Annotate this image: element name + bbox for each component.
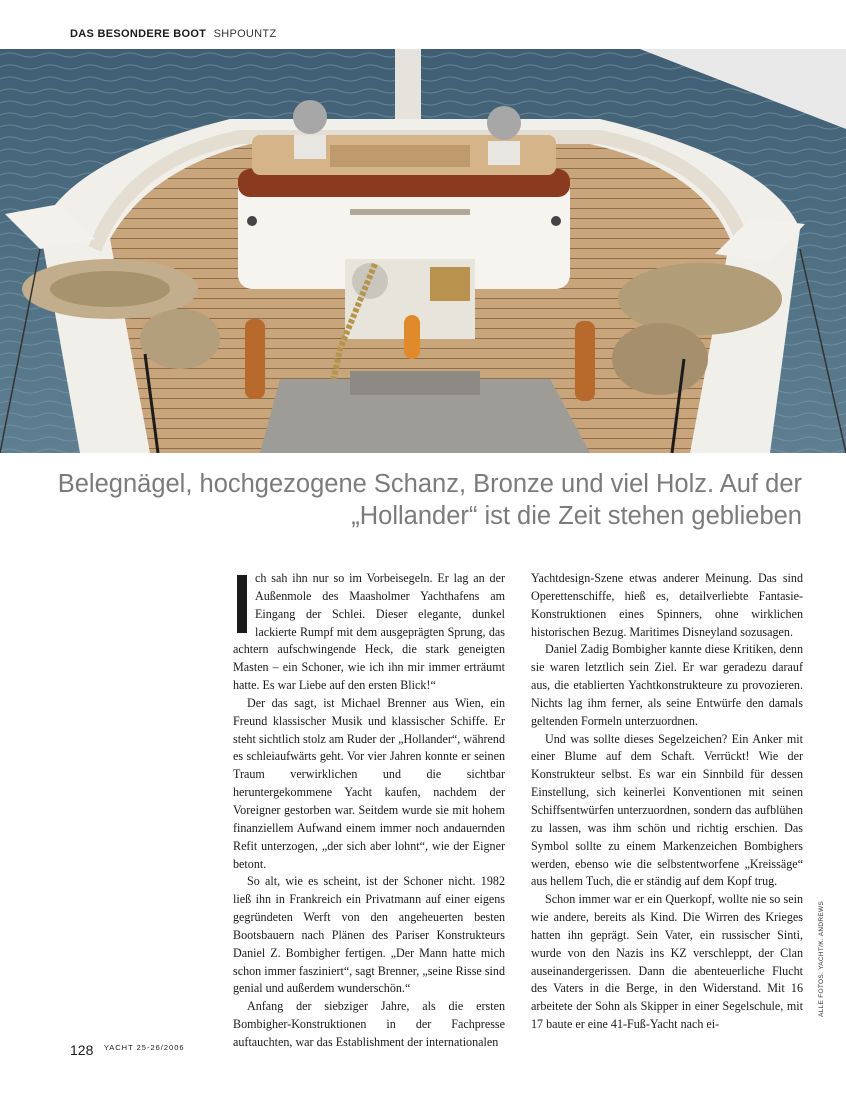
drop-cap <box>237 575 247 633</box>
paragraph: Und was sollte dieses Segelzeichen? Ein Anker mit einer Blume auf dem Schaft. Verrückt! Wie der Konstrukteur selbst. Es war ein Sinnbild für dessen Einstellung, sich keinerlei Konventionen mit seinen Schiffsentwürfen unterzuordnen, sondern das aufblühen zu lassen, was ihm schön und richtig erschien. Das Symbol sollte zu einem Markenzeichen Bombighers werden, ebenso wie die selbstentworfene „Kreissäge“ aus hellem Tuch, die er ständig auf dem Kopf trug. <box>531 731 803 889</box>
issue-label: YACHT 25-26/2006 <box>103 1043 185 1052</box>
paragraph: Der das sagt, ist Michael Brenner aus Wien, ein Freund klassischer Musik und klassischer Schiffe. Er steht sichtlich stolz am Ruder der „Hollander“, während es schleiaufwärts geht. Vor vier Jahren konnte er seinen Traum verwirklichen und die sichtbar heruntergekommene Yacht kaufen, nachdem der Voreigner gestorben war. Seitdem wurde sie mit hohem finanziellem Aufwand einem immer noch andauernden Refit unterzogen, „der sich aber lohnt“, wie der Eigner betont. <box>233 695 505 871</box>
paragraph: ch sah ihn nur so im Vorbeisegeln. Er lag an der Außenmole des Maasholmer Yachthafens am Eingang der Schlei. Dieser elegante, dunkel lackierte Rumpf mit dem ausgeprägten Sprung, das achtern aufschwingende Heck, die stark geneigten Masten – ein Schoner, wie ich ihn mir immer erträumt hatte. Es war Liebe auf den ersten Blick!“ <box>233 571 505 693</box>
paragraph: Schon immer war er ein Querkopf, wollte nie so sein wie andere, bereits als Kind. Die Wirren des Krieges hatten ihn geprägt. Sein Vater, ein russischer Sinti, wurde von den Nazis ins KZ verschleppt, der Clan auseinandergerissen. Dann die abenteuerliche Flucht des Vaters in die Berge, in den Widerstand. Mit 16 arbeitete der Sohn als Skipper in einer Segelschule, mit 17 baute er eine 41-Fuß-Yacht nach ei- <box>531 892 803 1032</box>
headline: Belegnägel, hochgezogene Schanz, Bronze und viel Holz. Auf der „Hollander“ ist die Zeit stehen geblieben <box>57 470 802 530</box>
section-label: DAS BESONDERE BOOT <box>70 28 207 40</box>
body-column-2 <box>531 570 803 1034</box>
paragraph: So alt, wie es scheint, ist der Schoner nicht. 1982 ließ ihn in Frankreich ein Privatmann auf einer eigens gegründeten Werft von den angeheuerten besten Bootsbauern nach Plänen des Pariser Konstrukteurs Daniel Z. Bombigher fertigen. „Der Mann hatte mich schon immer fasziniert“, sagt Brenner, „seine Risse sind genial und außerdem wunderschön.“ <box>233 874 505 996</box>
hero-photo-schooner-deck <box>0 49 846 453</box>
paragraph: Yachtdesign-Szene etwas anderer Meinung. Das sind Operettenschiffe, hieß es, detailverliebte Fantasie-Konstruktionen eines Spinners, ohne wirklichen historischen Bezug. Maritimes Disneyland sozusagen. <box>531 571 803 639</box>
paragraph: Anfang der siebziger Jahre, als die ersten Bombigher-Konstruktionen in der Fachpresse auftauchten, war das Establishment der internationalen <box>233 999 505 1049</box>
topic-label: SHPOUNTZ <box>213 28 277 40</box>
paragraph: Daniel Zadig Bombigher kannte diese Kritiken, denn sie waren letztlich sein Ziel. Er war geradezu darauf aus, die etablierten Yachtkonstrukteure zu provozieren. Nichts lag ihm ferner, als seine Entwürfe den damals geltenden Formeln unterzuordnen. <box>531 642 803 728</box>
body-column-1 <box>233 570 505 1052</box>
page-footer <box>70 1042 185 1060</box>
page-number: 128 <box>70 1042 94 1058</box>
photo-credit: ALLE FOTOS: YACHT/K. ANDREWS <box>818 900 825 1017</box>
page-header <box>70 28 276 40</box>
